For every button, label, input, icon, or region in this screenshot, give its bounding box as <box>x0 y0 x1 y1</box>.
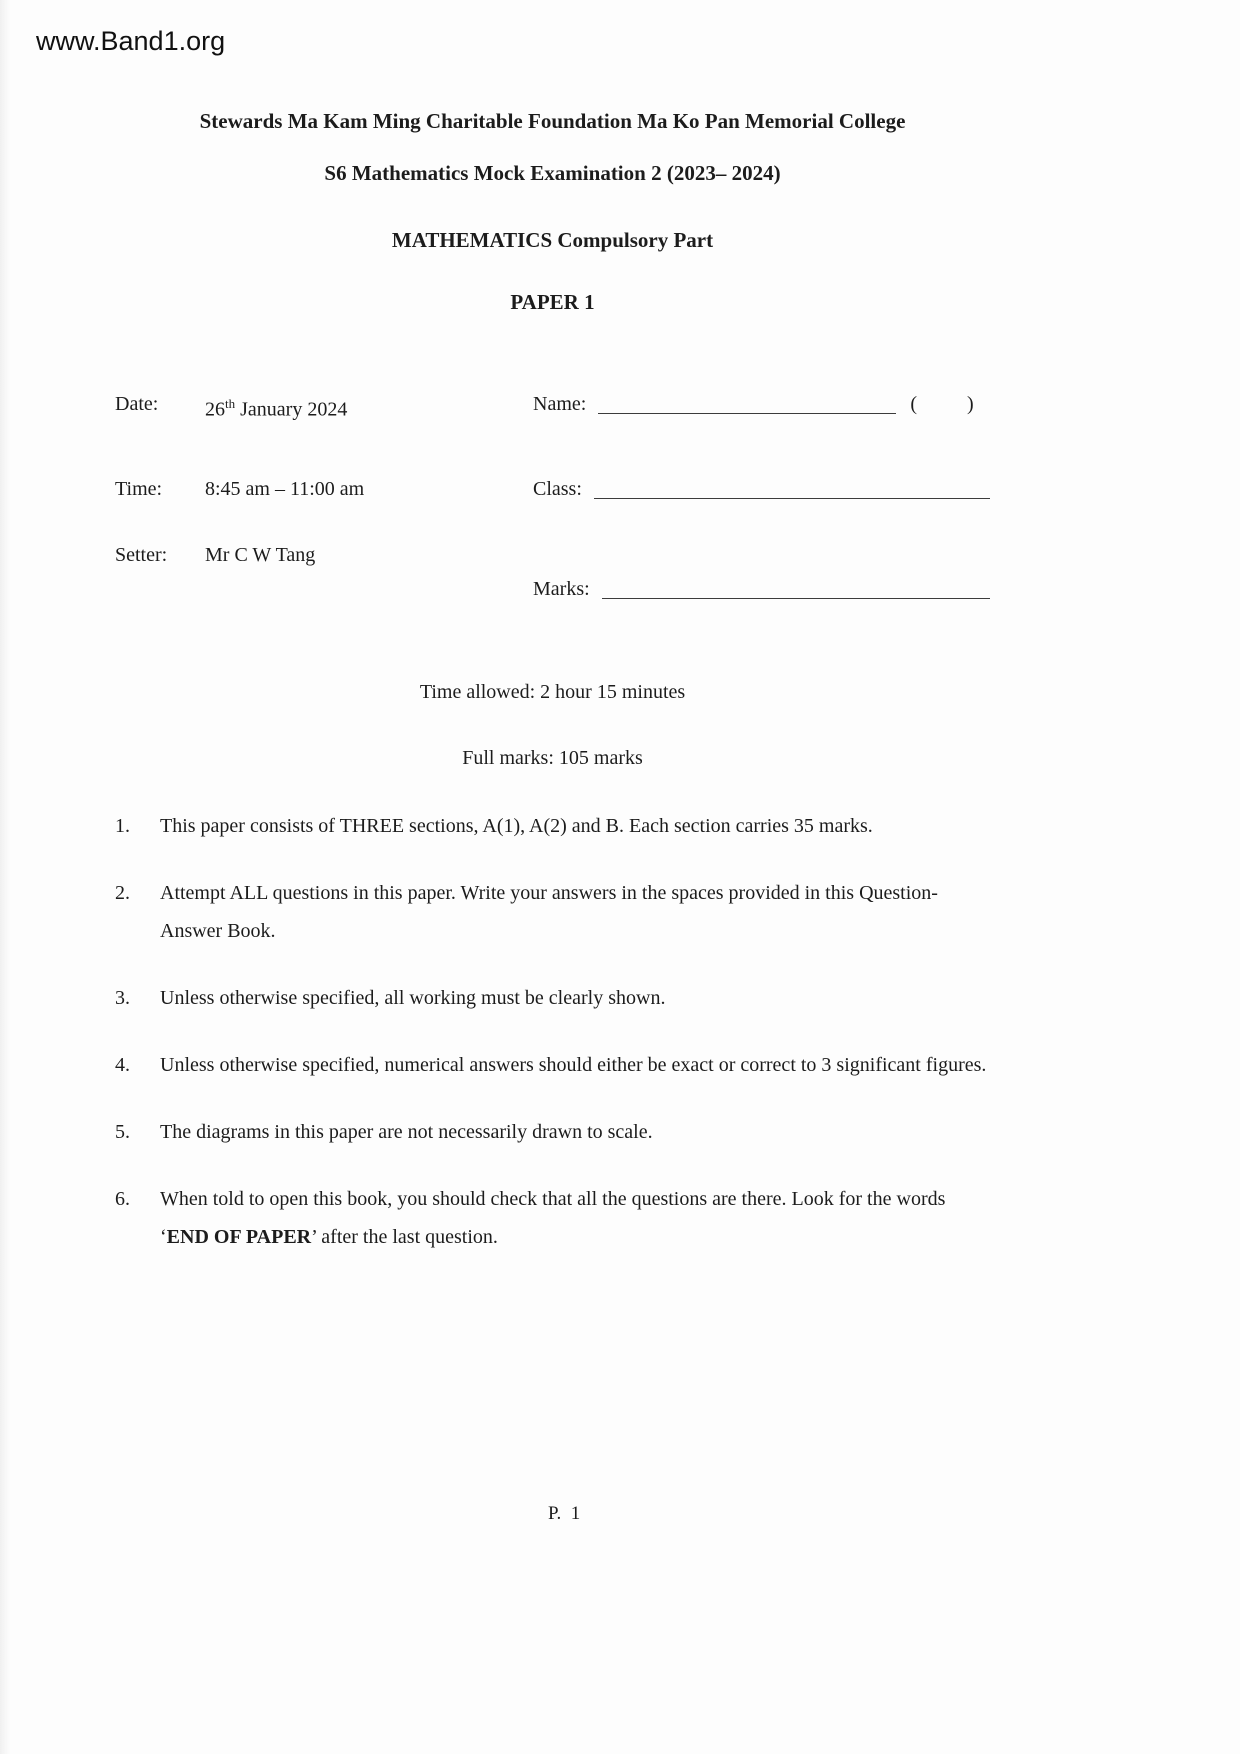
instruction-text-after: ’ after the last question. <box>311 1225 498 1248</box>
setter-row-spacer <box>533 538 990 572</box>
instruction-text: Unless otherwise specified, all working must be clearly shown. <box>160 986 666 1009</box>
instruction-text: This paper consists of THREE sections, A(1), A(2) and B. Each section carries 35 marks. <box>160 814 873 837</box>
instruction-number: 3. <box>115 986 130 1009</box>
school-name: Stewards Ma Kam Ming Charitable Foundation Ma Ko Pan Memorial College <box>199 109 906 133</box>
time-label: Time: <box>115 477 163 500</box>
time-value: 8:45 am – 11:00 am <box>205 477 365 500</box>
info-row-setter <box>115 538 990 572</box>
info-row-time-class <box>115 472 990 506</box>
paper-number: PAPER 1 <box>510 290 595 314</box>
date-day: 26 <box>205 398 225 421</box>
full-marks-note: Full marks: 105 marks <box>462 746 643 769</box>
setter-field <box>115 538 533 572</box>
marks-row-spacer <box>115 572 533 606</box>
scan-edge-shadow <box>0 0 10 1754</box>
class-blank <box>594 478 990 499</box>
instruction-item-2 <box>115 874 990 950</box>
date-month-year: January 2024 <box>235 398 348 421</box>
class-field <box>533 472 990 506</box>
instruction-text <box>160 1180 990 1256</box>
class-number-paren-close: ) <box>966 393 974 415</box>
instruction-number: 1. <box>115 814 130 837</box>
marks-field <box>533 572 990 606</box>
instruction-number: 2. <box>115 881 130 904</box>
page-content <box>115 0 990 1285</box>
exam-info-section <box>115 387 990 606</box>
time-allowed-note: Time allowed: 2 hour 15 minutes <box>419 680 686 703</box>
watermark: www.Band1.org <box>36 26 226 56</box>
instruction-item-6 <box>115 1180 990 1256</box>
marks-label: Marks: <box>533 577 590 600</box>
class-number-paren-open: ( <box>910 393 917 415</box>
instruction-item-1 <box>115 807 990 845</box>
instruction-text: Attempt ALL questions in this paper. Write your answers in the spaces provided in this Question-Answer Book. <box>160 881 938 942</box>
info-row-date-name <box>115 387 990 427</box>
name-blank <box>598 393 896 414</box>
date-value <box>205 387 347 427</box>
page-number-footer: P. 1 <box>548 1503 581 1524</box>
date-label: Date: <box>115 393 159 415</box>
setter-label: Setter: <box>115 543 168 566</box>
class-label: Class: <box>533 477 582 500</box>
subject-title: MATHEMATICS Compulsory Part <box>391 228 714 252</box>
instruction-text: Unless otherwise specified, numerical answers should either be exact or correct to 3 significant figures. <box>160 1053 987 1076</box>
info-row-marks <box>115 572 990 606</box>
instruction-number: 4. <box>115 1053 130 1076</box>
name-label: Name: <box>533 393 587 415</box>
name-field <box>533 387 990 427</box>
date-field <box>115 387 533 427</box>
time-field <box>115 472 533 506</box>
instruction-item-3 <box>115 979 990 1017</box>
exam-title: S6 Mathematics Mock Examination 2 (2023– 2024) <box>324 161 781 185</box>
instruction-text: The diagrams in this paper are not necessarily drawn to scale. <box>160 1120 653 1143</box>
instruction-text-before: When told to open this book, you should check that all the questions are there. Look for the words ‘ <box>160 1187 946 1248</box>
instruction-number: 6. <box>115 1187 130 1210</box>
instruction-item-4 <box>115 1046 990 1084</box>
instruction-item-5 <box>115 1113 990 1151</box>
date-ordinal: th <box>225 396 236 411</box>
marks-blank <box>602 578 990 599</box>
instruction-number: 5. <box>115 1120 130 1143</box>
setter-value: Mr C W Tang <box>205 543 316 566</box>
end-of-paper-emphasis: END OF PAPER <box>166 1225 312 1248</box>
instructions-list <box>115 807 990 1256</box>
